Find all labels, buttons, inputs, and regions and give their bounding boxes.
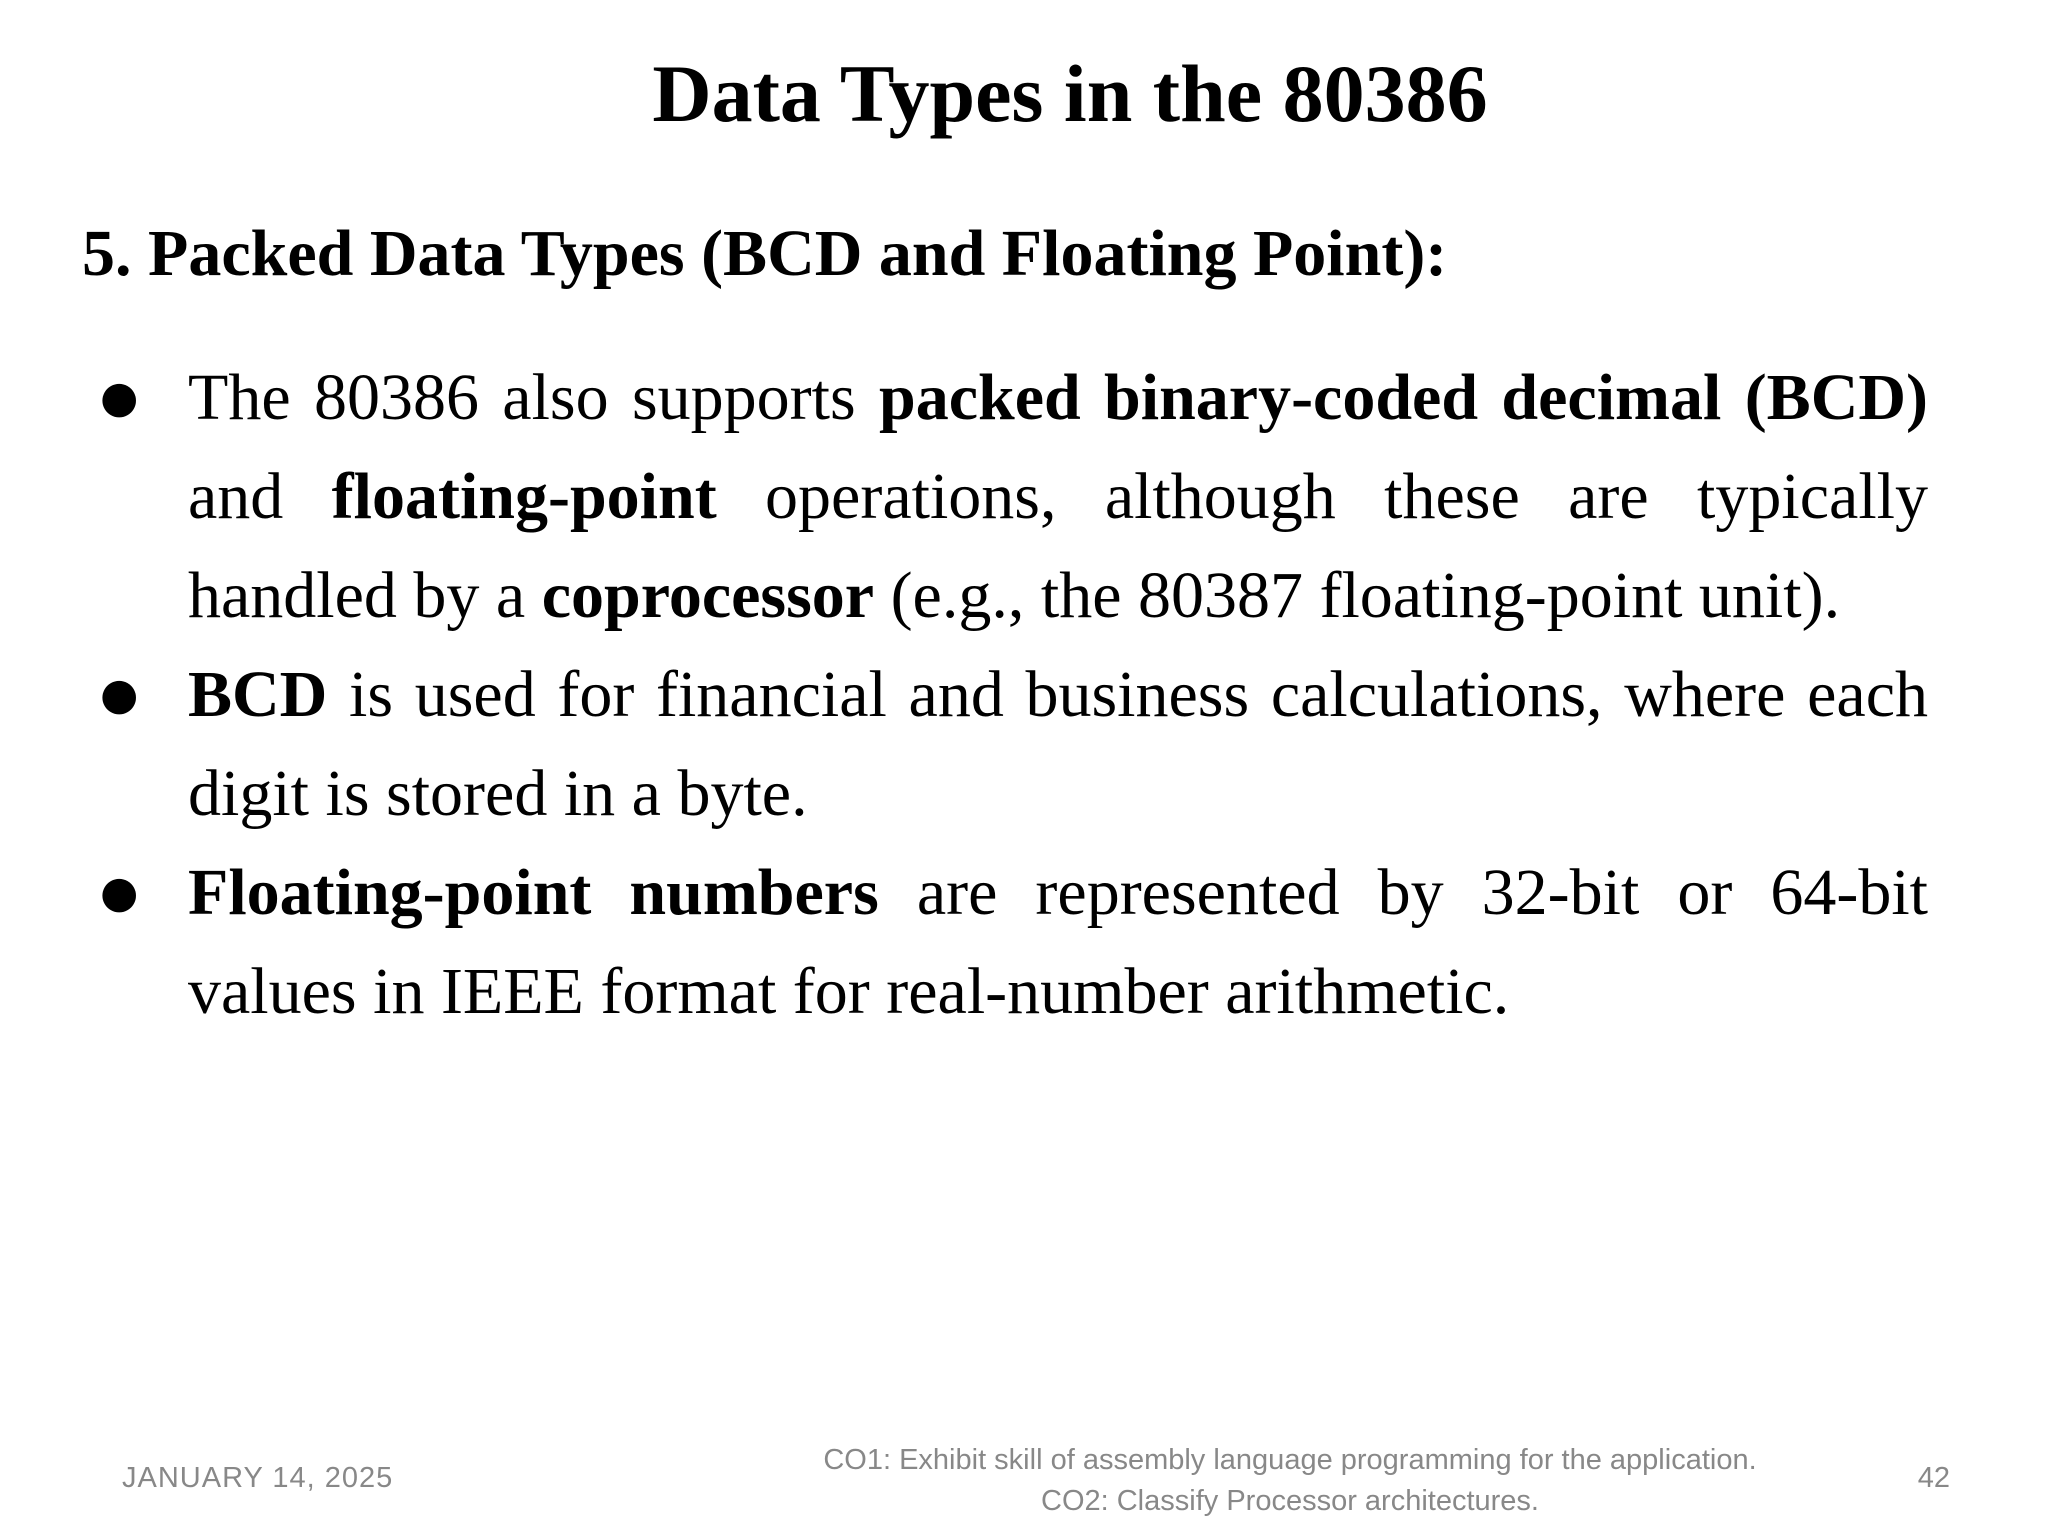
bullet-text bbox=[188, 645, 1928, 843]
bullet-text bbox=[188, 348, 1928, 645]
bullet-icon: ● bbox=[100, 669, 139, 720]
bullet-segment-bold: coprocessor bbox=[541, 559, 875, 632]
footer-course-outcomes bbox=[740, 1440, 1840, 1522]
bullet-segment-bold: BCD bbox=[188, 658, 328, 731]
bullet-segment-bold: packed binary-coded decimal (BCD) bbox=[878, 361, 1928, 434]
bullet-icon: ● bbox=[100, 867, 139, 918]
slide-title: Data Types in the 80386 bbox=[652, 48, 1488, 139]
bullet-list bbox=[0, 348, 2048, 1041]
bullet-segment: operations, although these are typically handled by a bbox=[188, 460, 1928, 632]
bullet-segment: (e.g., the 80387 floating-point unit). bbox=[874, 559, 1841, 632]
bullet-segment-bold: floating-point bbox=[331, 460, 717, 533]
page-number: 42 bbox=[1917, 1462, 1950, 1494]
bullet-item bbox=[0, 348, 1928, 645]
bullet-segment: are represented by 32-bit or 64-bit values in IEEE format for real-number arithmetic. bbox=[188, 856, 1929, 1028]
footer-date: JANUARY 14, 2025 bbox=[122, 1462, 394, 1494]
bullet-item bbox=[0, 843, 1928, 1041]
bullet-item bbox=[0, 645, 1928, 843]
bullet-segment: and bbox=[188, 460, 332, 533]
bullet-segment: is used for financial and business calculations, where each digit is stored in a byte. bbox=[188, 658, 1928, 830]
bullet-segment-bold: Floating-point numbers bbox=[188, 856, 879, 929]
course-outcome-1: CO1: Exhibit skill of assembly language programming for the application. bbox=[823, 1444, 1757, 1476]
section-heading: 5. Packed Data Types (BCD and Floating Point): bbox=[82, 217, 1448, 290]
course-outcome-2: CO2: Classify Processor architectures. bbox=[1041, 1485, 1539, 1517]
bullet-segment: The 80386 also supports bbox=[188, 361, 879, 434]
bullet-icon: ● bbox=[100, 372, 139, 423]
bullet-text bbox=[188, 843, 1928, 1041]
